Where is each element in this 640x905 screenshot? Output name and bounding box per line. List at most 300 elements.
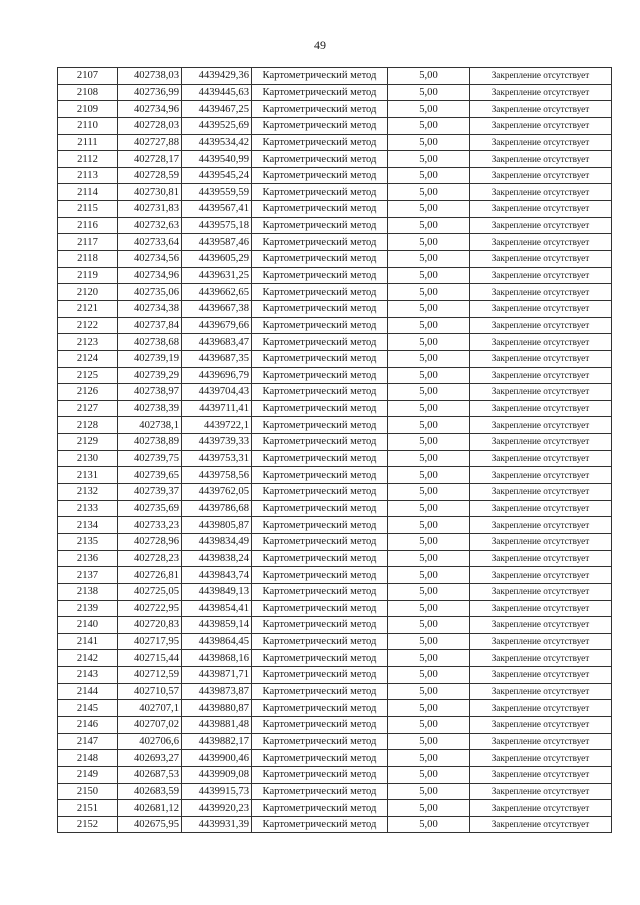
fixing-cell: Закрепление отсутствует <box>470 550 612 567</box>
x-coordinate-cell: 402683,59 <box>118 783 182 800</box>
x-coordinate-cell: 402733,64 <box>118 234 182 251</box>
y-coordinate-cell: 4439525,69 <box>182 117 252 134</box>
accuracy-cell: 5,00 <box>388 800 470 817</box>
accuracy-cell: 5,00 <box>388 217 470 234</box>
y-coordinate-cell: 4439587,46 <box>182 234 252 251</box>
x-coordinate-cell: 402693,27 <box>118 750 182 767</box>
fixing-cell: Закрепление отсутствует <box>470 334 612 351</box>
table-row <box>58 583 612 600</box>
accuracy-cell: 5,00 <box>388 367 470 384</box>
x-coordinate-cell: 402727,88 <box>118 134 182 151</box>
table-row <box>58 550 612 567</box>
method-cell: Картометрический метод <box>252 267 388 284</box>
fixing-cell: Закрепление отсутствует <box>470 384 612 401</box>
point-number-cell: 2148 <box>58 750 118 767</box>
y-coordinate-cell: 4439429,36 <box>182 68 252 85</box>
table-row <box>58 184 612 201</box>
method-cell: Картометрический метод <box>252 733 388 750</box>
fixing-cell: Закрепление отсутствует <box>470 184 612 201</box>
method-cell: Картометрический метод <box>252 783 388 800</box>
table-row <box>58 800 612 817</box>
table-row <box>58 766 612 783</box>
accuracy-cell: 5,00 <box>388 700 470 717</box>
y-coordinate-cell: 4439679,66 <box>182 317 252 334</box>
y-coordinate-cell: 4439687,35 <box>182 350 252 367</box>
fixing-cell: Закрепление отсутствует <box>470 167 612 184</box>
point-number-cell: 2130 <box>58 450 118 467</box>
x-coordinate-cell: 402681,12 <box>118 800 182 817</box>
point-number-cell: 2119 <box>58 267 118 284</box>
point-number-cell: 2113 <box>58 167 118 184</box>
method-cell: Картометрический метод <box>252 633 388 650</box>
point-number-cell: 2134 <box>58 517 118 534</box>
table-row <box>58 617 612 634</box>
accuracy-cell: 5,00 <box>388 633 470 650</box>
table-row <box>58 450 612 467</box>
method-cell: Картометрический метод <box>252 450 388 467</box>
fixing-cell: Закрепление отсутствует <box>470 583 612 600</box>
fixing-cell: Закрепление отсутствует <box>470 267 612 284</box>
fixing-cell: Закрепление отсутствует <box>470 201 612 218</box>
fixing-cell: Закрепление отсутствует <box>470 500 612 517</box>
accuracy-cell: 5,00 <box>388 417 470 434</box>
point-number-cell: 2144 <box>58 683 118 700</box>
fixing-cell: Закрепление отсутствует <box>470 317 612 334</box>
method-cell: Картометрический метод <box>252 234 388 251</box>
x-coordinate-cell: 402728,96 <box>118 533 182 550</box>
fixing-cell: Закрепление отсутствует <box>470 800 612 817</box>
method-cell: Картометрический метод <box>252 350 388 367</box>
point-number-cell: 2143 <box>58 667 118 684</box>
point-number-cell: 2142 <box>58 650 118 667</box>
point-number-cell: 2122 <box>58 317 118 334</box>
x-coordinate-cell: 402728,17 <box>118 151 182 168</box>
accuracy-cell: 5,00 <box>388 117 470 134</box>
page-number: 49 <box>314 38 326 52</box>
table-row <box>58 350 612 367</box>
fixing-cell: Закрепление отсутствует <box>470 434 612 451</box>
table-row <box>58 317 612 334</box>
table-row <box>58 500 612 517</box>
accuracy-cell: 5,00 <box>388 151 470 168</box>
y-coordinate-cell: 4439667,38 <box>182 300 252 317</box>
accuracy-cell: 5,00 <box>388 583 470 600</box>
accuracy-cell: 5,00 <box>388 667 470 684</box>
method-cell: Картометрический метод <box>252 816 388 833</box>
y-coordinate-cell: 4439873,87 <box>182 683 252 700</box>
x-coordinate-cell: 402712,59 <box>118 667 182 684</box>
x-coordinate-cell: 402735,69 <box>118 500 182 517</box>
x-coordinate-cell: 402733,23 <box>118 517 182 534</box>
y-coordinate-cell: 4439849,13 <box>182 583 252 600</box>
y-coordinate-cell: 4439540,99 <box>182 151 252 168</box>
x-coordinate-cell: 402707,02 <box>118 716 182 733</box>
method-cell: Картометрический метод <box>252 68 388 85</box>
y-coordinate-cell: 4439445,63 <box>182 84 252 101</box>
method-cell: Картометрический метод <box>252 567 388 584</box>
fixing-cell: Закрепление отсутствует <box>470 700 612 717</box>
point-number-cell: 2118 <box>58 251 118 268</box>
method-cell: Картометрический метод <box>252 700 388 717</box>
method-cell: Картометрический метод <box>252 766 388 783</box>
table-row <box>58 667 612 684</box>
x-coordinate-cell: 402728,23 <box>118 550 182 567</box>
y-coordinate-cell: 4439704,43 <box>182 384 252 401</box>
x-coordinate-cell: 402738,68 <box>118 334 182 351</box>
accuracy-cell: 5,00 <box>388 450 470 467</box>
fixing-cell: Закрепление отсутствует <box>470 567 612 584</box>
x-coordinate-cell: 402739,19 <box>118 350 182 367</box>
accuracy-cell: 5,00 <box>388 600 470 617</box>
y-coordinate-cell: 4439786,68 <box>182 500 252 517</box>
accuracy-cell: 5,00 <box>388 317 470 334</box>
x-coordinate-cell: 402734,56 <box>118 251 182 268</box>
accuracy-cell: 5,00 <box>388 400 470 417</box>
y-coordinate-cell: 4439758,56 <box>182 467 252 484</box>
x-coordinate-cell: 402734,38 <box>118 300 182 317</box>
accuracy-cell: 5,00 <box>388 234 470 251</box>
fixing-cell: Закрепление отсутствует <box>470 617 612 634</box>
y-coordinate-cell: 4439838,24 <box>182 550 252 567</box>
y-coordinate-cell: 4439882,17 <box>182 733 252 750</box>
x-coordinate-cell: 402738,1 <box>118 417 182 434</box>
table-row <box>58 167 612 184</box>
accuracy-cell: 5,00 <box>388 733 470 750</box>
table-row <box>58 567 612 584</box>
method-cell: Картометрический метод <box>252 550 388 567</box>
table-row <box>58 251 612 268</box>
fixing-cell: Закрепление отсутствует <box>470 467 612 484</box>
x-coordinate-cell: 402675,95 <box>118 816 182 833</box>
table-row <box>58 151 612 168</box>
fixing-cell: Закрепление отсутствует <box>470 84 612 101</box>
table-row <box>58 484 612 501</box>
y-coordinate-cell: 4439868,16 <box>182 650 252 667</box>
fixing-cell: Закрепление отсутствует <box>470 400 612 417</box>
x-coordinate-cell: 402732,63 <box>118 217 182 234</box>
point-number-cell: 2116 <box>58 217 118 234</box>
accuracy-cell: 5,00 <box>388 484 470 501</box>
point-number-cell: 2137 <box>58 567 118 584</box>
method-cell: Картометрический метод <box>252 484 388 501</box>
y-coordinate-cell: 4439854,41 <box>182 600 252 617</box>
method-cell: Картометрический метод <box>252 583 388 600</box>
accuracy-cell: 5,00 <box>388 267 470 284</box>
x-coordinate-cell: 402736,99 <box>118 84 182 101</box>
accuracy-cell: 5,00 <box>388 683 470 700</box>
point-number-cell: 2150 <box>58 783 118 800</box>
x-coordinate-cell: 402687,53 <box>118 766 182 783</box>
table-row <box>58 217 612 234</box>
x-coordinate-cell: 402739,65 <box>118 467 182 484</box>
x-coordinate-cell: 402739,37 <box>118 484 182 501</box>
table-row <box>58 683 612 700</box>
point-number-cell: 2126 <box>58 384 118 401</box>
y-coordinate-cell: 4439662,65 <box>182 284 252 301</box>
accuracy-cell: 5,00 <box>388 533 470 550</box>
accuracy-cell: 5,00 <box>388 184 470 201</box>
point-number-cell: 2152 <box>58 816 118 833</box>
x-coordinate-cell: 402730,81 <box>118 184 182 201</box>
method-cell: Картометрический метод <box>252 184 388 201</box>
x-coordinate-cell: 402706,6 <box>118 733 182 750</box>
table-row <box>58 517 612 534</box>
y-coordinate-cell: 4439567,41 <box>182 201 252 218</box>
table-row <box>58 117 612 134</box>
point-number-cell: 2109 <box>58 101 118 118</box>
method-cell: Картометрический метод <box>252 201 388 218</box>
fixing-cell: Закрепление отсутствует <box>470 750 612 767</box>
method-cell: Картометрический метод <box>252 317 388 334</box>
method-cell: Картометрический метод <box>252 600 388 617</box>
table-row <box>58 650 612 667</box>
fixing-cell: Закрепление отсутствует <box>470 783 612 800</box>
method-cell: Картометрический метод <box>252 384 388 401</box>
accuracy-cell: 5,00 <box>388 783 470 800</box>
table-row <box>58 384 612 401</box>
y-coordinate-cell: 4439631,25 <box>182 267 252 284</box>
point-number-cell: 2128 <box>58 417 118 434</box>
point-number-cell: 2110 <box>58 117 118 134</box>
point-number-cell: 2133 <box>58 500 118 517</box>
table-row <box>58 284 612 301</box>
method-cell: Картометрический метод <box>252 217 388 234</box>
point-number-cell: 2117 <box>58 234 118 251</box>
y-coordinate-cell: 4439711,41 <box>182 400 252 417</box>
table-row <box>58 750 612 767</box>
fixing-cell: Закрепление отсутствует <box>470 68 612 85</box>
point-number-cell: 2127 <box>58 400 118 417</box>
accuracy-cell: 5,00 <box>388 517 470 534</box>
accuracy-cell: 5,00 <box>388 434 470 451</box>
fixing-cell: Закрепление отсутствует <box>470 683 612 700</box>
y-coordinate-cell: 4439722,1 <box>182 417 252 434</box>
x-coordinate-cell: 402720,83 <box>118 617 182 634</box>
accuracy-cell: 5,00 <box>388 384 470 401</box>
accuracy-cell: 5,00 <box>388 350 470 367</box>
fixing-cell: Закрепление отсутствует <box>470 633 612 650</box>
x-coordinate-cell: 402722,95 <box>118 600 182 617</box>
method-cell: Картометрический метод <box>252 500 388 517</box>
accuracy-cell: 5,00 <box>388 816 470 833</box>
accuracy-cell: 5,00 <box>388 101 470 118</box>
point-number-cell: 2138 <box>58 583 118 600</box>
method-cell: Картометрический метод <box>252 533 388 550</box>
method-cell: Картометрический метод <box>252 400 388 417</box>
method-cell: Картометрический метод <box>252 683 388 700</box>
method-cell: Картометрический метод <box>252 417 388 434</box>
y-coordinate-cell: 4439559,59 <box>182 184 252 201</box>
accuracy-cell: 5,00 <box>388 68 470 85</box>
x-coordinate-cell: 402738,97 <box>118 384 182 401</box>
accuracy-cell: 5,00 <box>388 550 470 567</box>
x-coordinate-cell: 402734,96 <box>118 267 182 284</box>
method-cell: Картометрический метод <box>252 750 388 767</box>
table-row <box>58 733 612 750</box>
accuracy-cell: 5,00 <box>388 134 470 151</box>
y-coordinate-cell: 4439605,29 <box>182 251 252 268</box>
fixing-cell: Закрепление отсутствует <box>470 533 612 550</box>
x-coordinate-cell: 402738,03 <box>118 68 182 85</box>
point-number-cell: 2108 <box>58 84 118 101</box>
point-number-cell: 2132 <box>58 484 118 501</box>
point-number-cell: 2151 <box>58 800 118 817</box>
table-row <box>58 400 612 417</box>
fixing-cell: Закрепление отсутствует <box>470 134 612 151</box>
x-coordinate-cell: 402707,1 <box>118 700 182 717</box>
table-row <box>58 633 612 650</box>
y-coordinate-cell: 4439753,31 <box>182 450 252 467</box>
fixing-cell: Закрепление отсутствует <box>470 450 612 467</box>
method-cell: Картометрический метод <box>252 667 388 684</box>
fixing-cell: Закрепление отсутствует <box>470 101 612 118</box>
accuracy-cell: 5,00 <box>388 201 470 218</box>
accuracy-cell: 5,00 <box>388 716 470 733</box>
y-coordinate-cell: 4439534,42 <box>182 134 252 151</box>
fixing-cell: Закрепление отсутствует <box>470 367 612 384</box>
point-number-cell: 2120 <box>58 284 118 301</box>
table-row <box>58 434 612 451</box>
table-row <box>58 134 612 151</box>
table-row <box>58 201 612 218</box>
y-coordinate-cell: 4439805,87 <box>182 517 252 534</box>
y-coordinate-cell: 4439915,73 <box>182 783 252 800</box>
table-row <box>58 417 612 434</box>
y-coordinate-cell: 4439859,14 <box>182 617 252 634</box>
fixing-cell: Закрепление отсутствует <box>470 117 612 134</box>
accuracy-cell: 5,00 <box>388 300 470 317</box>
fixing-cell: Закрепление отсутствует <box>470 667 612 684</box>
point-number-cell: 2112 <box>58 151 118 168</box>
y-coordinate-cell: 4439881,48 <box>182 716 252 733</box>
fixing-cell: Закрепление отсутствует <box>470 484 612 501</box>
y-coordinate-cell: 4439739,33 <box>182 434 252 451</box>
accuracy-cell: 5,00 <box>388 650 470 667</box>
x-coordinate-cell: 402717,95 <box>118 633 182 650</box>
x-coordinate-cell: 402734,96 <box>118 101 182 118</box>
table-row <box>58 783 612 800</box>
point-number-cell: 2136 <box>58 550 118 567</box>
method-cell: Картометрический метод <box>252 367 388 384</box>
table-row <box>58 700 612 717</box>
point-number-cell: 2147 <box>58 733 118 750</box>
table-row <box>58 467 612 484</box>
y-coordinate-cell: 4439843,74 <box>182 567 252 584</box>
table-row <box>58 533 612 550</box>
y-coordinate-cell: 4439909,08 <box>182 766 252 783</box>
table-row <box>58 816 612 833</box>
x-coordinate-cell: 402738,39 <box>118 400 182 417</box>
x-coordinate-cell: 402739,29 <box>118 367 182 384</box>
fixing-cell: Закрепление отсутствует <box>470 234 612 251</box>
method-cell: Картометрический метод <box>252 167 388 184</box>
coordinates-table-body <box>58 68 612 833</box>
point-number-cell: 2124 <box>58 350 118 367</box>
coordinates-table <box>57 67 612 833</box>
method-cell: Картометрический метод <box>252 101 388 118</box>
y-coordinate-cell: 4439900,46 <box>182 750 252 767</box>
x-coordinate-cell: 402726,81 <box>118 567 182 584</box>
method-cell: Картометрический метод <box>252 467 388 484</box>
x-coordinate-cell: 402715,44 <box>118 650 182 667</box>
table-row <box>58 600 612 617</box>
method-cell: Картометрический метод <box>252 800 388 817</box>
x-coordinate-cell: 402738,89 <box>118 434 182 451</box>
accuracy-cell: 5,00 <box>388 84 470 101</box>
x-coordinate-cell: 402728,59 <box>118 167 182 184</box>
x-coordinate-cell: 402731,83 <box>118 201 182 218</box>
method-cell: Картометрический метод <box>252 134 388 151</box>
accuracy-cell: 5,00 <box>388 284 470 301</box>
y-coordinate-cell: 4439864,45 <box>182 633 252 650</box>
y-coordinate-cell: 4439696,79 <box>182 367 252 384</box>
fixing-cell: Закрепление отсутствует <box>470 716 612 733</box>
point-number-cell: 2139 <box>58 600 118 617</box>
fixing-cell: Закрепление отсутствует <box>470 650 612 667</box>
method-cell: Картометрический метод <box>252 650 388 667</box>
table-row <box>58 234 612 251</box>
y-coordinate-cell: 4439575,18 <box>182 217 252 234</box>
x-coordinate-cell: 402710,57 <box>118 683 182 700</box>
y-coordinate-cell: 4439871,71 <box>182 667 252 684</box>
table-row <box>58 101 612 118</box>
fixing-cell: Закрепление отсутствует <box>470 217 612 234</box>
fixing-cell: Закрепление отсутствует <box>470 151 612 168</box>
fixing-cell: Закрепление отсутствует <box>470 733 612 750</box>
method-cell: Картометрический метод <box>252 300 388 317</box>
point-number-cell: 2135 <box>58 533 118 550</box>
method-cell: Картометрический метод <box>252 151 388 168</box>
y-coordinate-cell: 4439834,49 <box>182 533 252 550</box>
y-coordinate-cell: 4439931,39 <box>182 816 252 833</box>
accuracy-cell: 5,00 <box>388 167 470 184</box>
fixing-cell: Закрепление отсутствует <box>470 300 612 317</box>
table-row <box>58 267 612 284</box>
table-row <box>58 68 612 85</box>
x-coordinate-cell: 402739,75 <box>118 450 182 467</box>
x-coordinate-cell: 402728,03 <box>118 117 182 134</box>
accuracy-cell: 5,00 <box>388 334 470 351</box>
method-cell: Картометрический метод <box>252 284 388 301</box>
method-cell: Картометрический метод <box>252 434 388 451</box>
accuracy-cell: 5,00 <box>388 251 470 268</box>
accuracy-cell: 5,00 <box>388 750 470 767</box>
x-coordinate-cell: 402735,06 <box>118 284 182 301</box>
fixing-cell: Закрепление отсутствует <box>470 517 612 534</box>
accuracy-cell: 5,00 <box>388 766 470 783</box>
point-number-cell: 2125 <box>58 367 118 384</box>
fixing-cell: Закрепление отсутствует <box>470 350 612 367</box>
fixing-cell: Закрепление отсутствует <box>470 766 612 783</box>
point-number-cell: 2129 <box>58 434 118 451</box>
method-cell: Картометрический метод <box>252 517 388 534</box>
method-cell: Картометрический метод <box>252 84 388 101</box>
method-cell: Картометрический метод <box>252 334 388 351</box>
table-row <box>58 367 612 384</box>
point-number-cell: 2141 <box>58 633 118 650</box>
accuracy-cell: 5,00 <box>388 467 470 484</box>
y-coordinate-cell: 4439762,05 <box>182 484 252 501</box>
y-coordinate-cell: 4439545,24 <box>182 167 252 184</box>
point-number-cell: 2115 <box>58 201 118 218</box>
table-row <box>58 84 612 101</box>
point-number-cell: 2114 <box>58 184 118 201</box>
table-row <box>58 300 612 317</box>
x-coordinate-cell: 402737,84 <box>118 317 182 334</box>
y-coordinate-cell: 4439880,87 <box>182 700 252 717</box>
fixing-cell: Закрепление отсутствует <box>470 600 612 617</box>
method-cell: Картометрический метод <box>252 617 388 634</box>
